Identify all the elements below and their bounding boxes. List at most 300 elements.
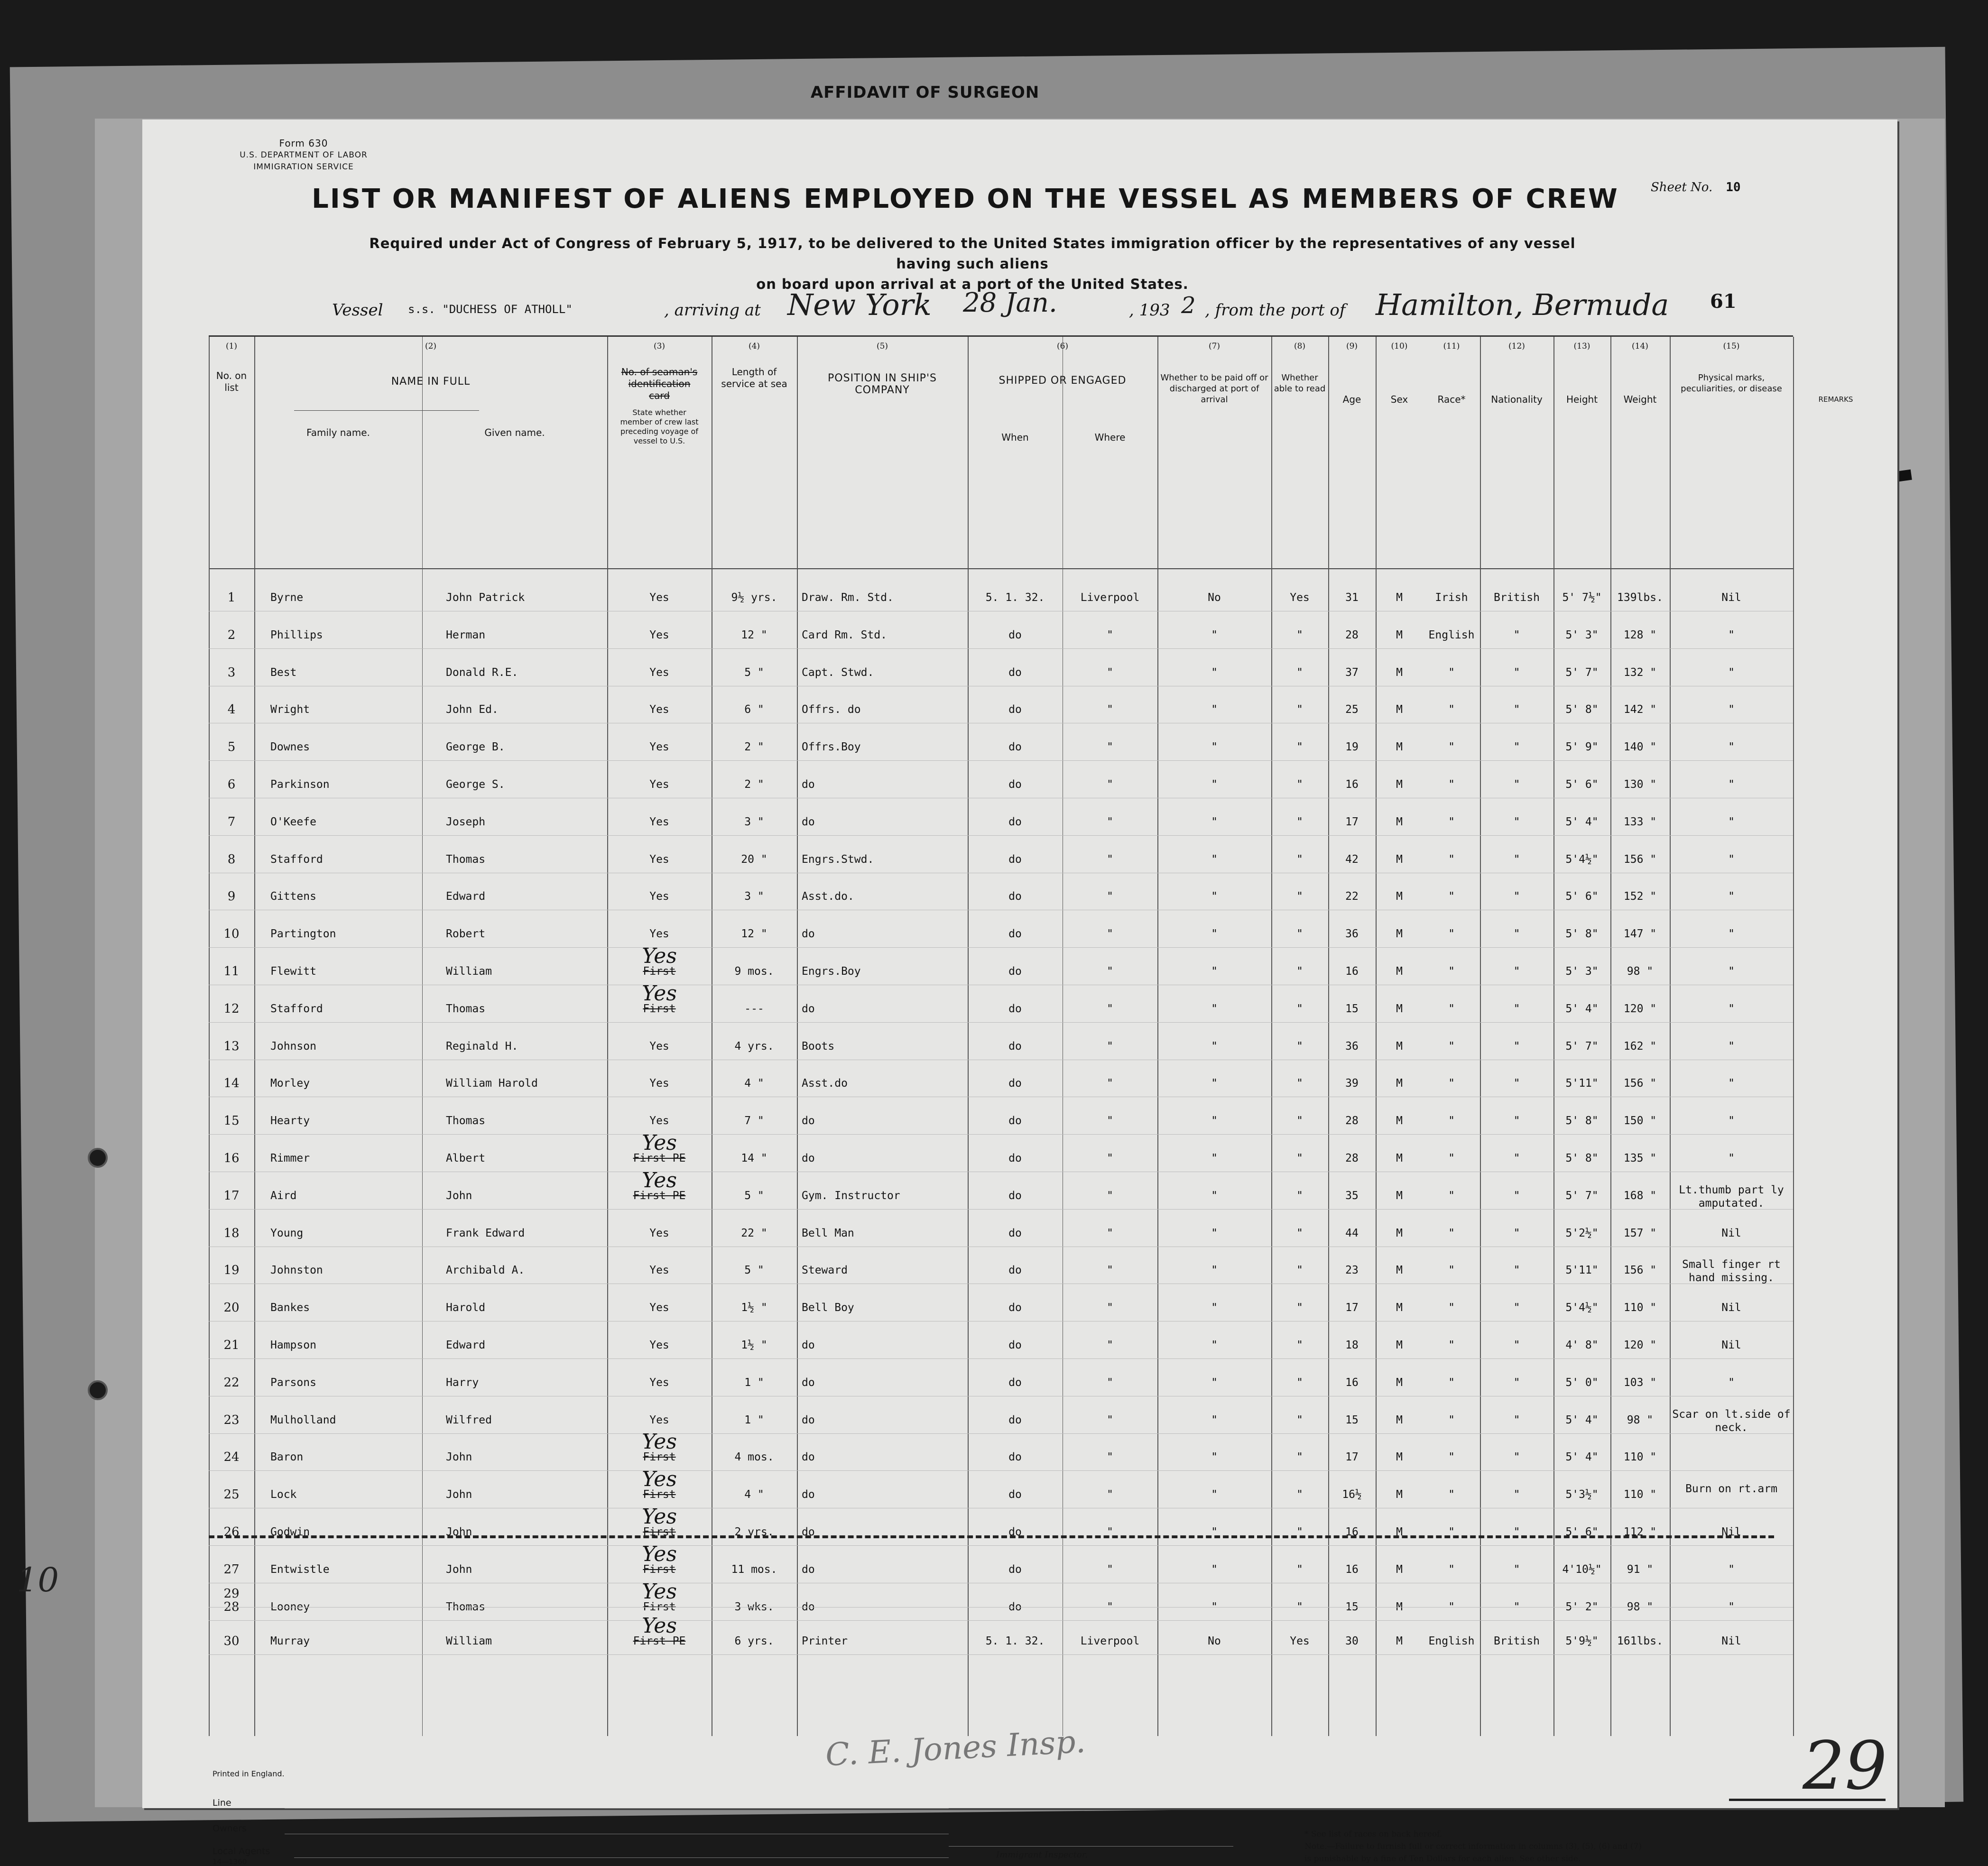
cell-family-name: Partington <box>270 928 336 941</box>
cell-height: 5' 0" <box>1565 1376 1599 1389</box>
cell-nationality: " <box>1513 1563 1520 1576</box>
cell-race: English <box>1428 628 1475 641</box>
cell-length-of-service: 3 wks. <box>734 1600 774 1613</box>
cell-last-voyage: Yes <box>649 1115 669 1127</box>
cell-row-number: 7 <box>227 814 236 829</box>
cell-nationality: " <box>1513 928 1520 941</box>
row-rule <box>209 1209 1793 1210</box>
col-number: (14) <box>1632 342 1648 351</box>
cell-ship-position: Draw. Rm. Std. <box>802 591 894 604</box>
cell-nationality: " <box>1513 1488 1520 1501</box>
cell-paid-off: " <box>1211 815 1218 828</box>
cell-given-name: John <box>446 1189 472 1202</box>
cell-last-voyage: Yes <box>649 741 669 754</box>
cell-ship-position: Offrs. do <box>802 703 861 716</box>
end-of-list-rule <box>209 1535 1774 1538</box>
cell-ship-position: Engrs.Boy <box>802 965 861 978</box>
cell-shipped-where: " <box>1107 1526 1113 1538</box>
table-row <box>209 1074 1793 1093</box>
cell-ship-position: Boots <box>802 1040 835 1053</box>
cell-physical-marks: Nil <box>1721 1635 1741 1647</box>
cell-paid-off: " <box>1211 1488 1218 1501</box>
cell-row-number: 27 <box>223 1562 240 1577</box>
cell-length-of-service: 7 " <box>744 1115 764 1127</box>
table-row <box>209 1430 1793 1467</box>
cell-race: " <box>1448 1413 1455 1426</box>
cell-shipped-when: do <box>1008 703 1022 716</box>
cell-row-number: 18 <box>223 1226 240 1240</box>
cell-able-to-read: " <box>1296 778 1303 791</box>
cell-age: 18 <box>1345 1339 1359 1351</box>
cell-weight: 168 " <box>1623 1189 1657 1202</box>
cell-race: " <box>1448 1152 1455 1164</box>
col-number: (12) <box>1508 342 1525 351</box>
cell-last-voyage: Yes <box>649 703 669 716</box>
col-number: (8) <box>1294 342 1306 351</box>
printed-note: Printed in England. <box>213 1769 285 1778</box>
cell-nationality: " <box>1513 1002 1520 1015</box>
cell-shipped-when: do <box>1008 1040 1022 1053</box>
cell-length-of-service: 9 mos. <box>734 965 774 978</box>
cell-height: 5' 4" <box>1565 1002 1599 1015</box>
cell-shipped-when: do <box>1008 1264 1022 1277</box>
cell-sex: M <box>1396 703 1403 716</box>
cell-length-of-service: 11 mos. <box>731 1563 777 1576</box>
col-rule <box>1793 337 1794 1736</box>
cell-race: " <box>1448 1526 1455 1538</box>
cell-age: 19 <box>1345 741 1359 754</box>
cell-age: 37 <box>1345 666 1359 679</box>
cell-shipped-where: " <box>1107 628 1113 641</box>
cell-age: 15 <box>1345 1600 1359 1613</box>
vessel-label: Vessel <box>332 301 383 320</box>
cell-given-name: George S. <box>446 778 505 791</box>
cell-weight: 132 " <box>1623 666 1657 679</box>
cell-sex: M <box>1396 1152 1403 1164</box>
header-able-to-read: Whether able to read <box>1274 373 1326 394</box>
inspector-signature: C. E. Jones Insp. <box>824 1723 1087 1774</box>
cell-weight: 110 " <box>1623 1488 1657 1501</box>
table-row <box>209 1505 1793 1542</box>
cell-family-name: Best <box>270 666 297 679</box>
cell-family-name: Johnston <box>270 1264 323 1277</box>
footer-agents-rule <box>294 1857 949 1858</box>
arrival-date: 28 Jan. <box>963 287 1057 318</box>
cell-height: 5'2½" <box>1565 1227 1599 1239</box>
header-sex: Sex <box>1390 394 1408 405</box>
cell-shipped-when: do <box>1008 1563 1022 1576</box>
cell-weight: 110 " <box>1623 1302 1657 1314</box>
cell-shipped-where: " <box>1107 815 1113 828</box>
cell-length-of-service: 1½ " <box>741 1339 767 1351</box>
cell-race: " <box>1448 890 1455 903</box>
cell-paid-off: " <box>1211 1376 1218 1389</box>
table-row <box>209 1224 1793 1243</box>
cell-given-name: Robert <box>446 928 486 941</box>
cell-shipped-when: do <box>1008 1189 1022 1202</box>
cell-last-voyage-handwritten: Yes <box>642 1467 677 1492</box>
cell-sex: M <box>1396 1189 1403 1202</box>
cell-age: 22 <box>1345 890 1359 903</box>
cell-paid-off: " <box>1211 1413 1218 1426</box>
cell-paid-off: " <box>1211 1563 1218 1576</box>
note-failure: Note.—Failure to furnish full or correct information in columns (3), (5), (6) and (7) <box>1304 1842 1642 1851</box>
cell-paid-off: " <box>1211 965 1218 978</box>
cell-length-of-service: 4 mos. <box>734 1451 774 1464</box>
cell-shipped-when: do <box>1008 1002 1022 1015</box>
cell-last-voyage: Yes <box>649 1376 669 1389</box>
cell-last-voyage: Yes <box>649 1264 669 1277</box>
cell-paid-off: " <box>1211 666 1218 679</box>
cell-last-voyage: First <box>643 965 676 978</box>
cell-last-voyage: Yes <box>649 1077 669 1090</box>
cell-nationality: " <box>1513 703 1520 716</box>
cell-family-name: Hearty <box>270 1115 310 1127</box>
cell-row-number: 25 <box>223 1487 240 1502</box>
cell-weight: 156 " <box>1623 1077 1657 1090</box>
cell-age: 16 <box>1345 1526 1359 1538</box>
cell-paid-off: " <box>1211 741 1218 754</box>
sheet-number <box>1651 180 1741 194</box>
cell-able-to-read: " <box>1296 1040 1303 1053</box>
cell-ship-position: do <box>802 1526 815 1538</box>
cell-given-name: Wilfred <box>446 1413 492 1426</box>
cell-sex: M <box>1396 1413 1403 1426</box>
row-rule <box>209 1134 1793 1135</box>
cell-nationality: " <box>1513 741 1520 754</box>
cell-ship-position: do <box>802 1339 815 1351</box>
cell-shipped-where: " <box>1107 1077 1113 1090</box>
cell-given-name: John Patrick <box>446 591 525 604</box>
col-number: (2) <box>425 342 437 351</box>
cell-sex: M <box>1396 1339 1403 1351</box>
cell-paid-off: No <box>1208 1635 1221 1647</box>
cell-nationality: " <box>1513 1040 1520 1053</box>
cell-last-voyage: Yes <box>649 1302 669 1314</box>
note-races: * See list of races on back hereof. <box>1304 1829 1442 1839</box>
cell-height: 4'10½" <box>1562 1563 1602 1576</box>
cell-shipped-where: " <box>1107 703 1113 716</box>
cell-able-to-read: " <box>1296 1227 1303 1239</box>
cell-physical-marks: " <box>1728 815 1735 828</box>
cell-length-of-service: 3 " <box>744 890 764 903</box>
cell-height: 5'4½" <box>1565 1302 1599 1314</box>
cell-family-name: Gittens <box>270 890 316 903</box>
cell-able-to-read: " <box>1296 928 1303 941</box>
cell-paid-off: " <box>1211 890 1218 903</box>
table-row <box>209 588 1793 607</box>
cell-shipped-where: " <box>1107 928 1113 941</box>
cell-age: 16 <box>1345 778 1359 791</box>
cell-paid-off: " <box>1211 1526 1218 1538</box>
cell-last-voyage: Yes <box>649 778 669 791</box>
cell-height: 5'11" <box>1565 1264 1599 1277</box>
cell-nationality: " <box>1513 628 1520 641</box>
cell-able-to-read: " <box>1296 1189 1303 1202</box>
note-fine: is punishable by a fine of Ten Dollars for each alien. See other side. <box>1304 1854 1581 1864</box>
cell-age: 31 <box>1345 591 1359 604</box>
cell-row-number: 28 <box>223 1599 240 1614</box>
cell-race: " <box>1448 928 1455 941</box>
cell-height: 5' 3" <box>1565 965 1599 978</box>
total-underline <box>1729 1799 1886 1801</box>
cell-last-voyage: Yes <box>649 628 669 641</box>
cell-sex: M <box>1396 1376 1403 1389</box>
cell-shipped-where: " <box>1107 890 1113 903</box>
cell-ship-position: Bell Boy <box>802 1302 854 1314</box>
year-suffix: 2 <box>1181 292 1196 319</box>
cell-race: " <box>1448 666 1455 679</box>
cell-shipped-when: do <box>1008 1077 1022 1090</box>
cell-shipped-when: do <box>1008 965 1022 978</box>
cell-family-name: Entwistle <box>270 1563 330 1576</box>
cell-age: 17 <box>1345 1451 1359 1464</box>
row-rule <box>209 1433 1793 1434</box>
row-rule <box>209 1470 1793 1471</box>
cell-length-of-service: 3 " <box>744 815 764 828</box>
cell-family-name: Aird <box>270 1189 297 1202</box>
cell-shipped-where: " <box>1107 853 1113 866</box>
cell-height: 4' 8" <box>1565 1339 1599 1351</box>
table-row <box>209 1037 1793 1056</box>
cell-given-name: John Ed. <box>446 703 499 716</box>
cell-ship-position: Asst.do. <box>802 890 854 903</box>
cell-physical-marks: " <box>1728 965 1735 978</box>
col-number: (4) <box>748 342 760 351</box>
cell-last-voyage: Yes <box>649 890 669 903</box>
cell-last-voyage-handwritten: Yes <box>642 1542 677 1566</box>
row-rule <box>209 1620 1793 1621</box>
cell-nationality: " <box>1513 1264 1520 1277</box>
cell-nationality: " <box>1513 1227 1520 1239</box>
cell-height: 5' 8" <box>1565 928 1599 941</box>
cell-shipped-where: " <box>1107 741 1113 754</box>
cell-sex: M <box>1396 1002 1403 1015</box>
cell-race: " <box>1448 1376 1455 1389</box>
cell-physical-marks: " <box>1728 1376 1735 1389</box>
cell-height: 5' 2" <box>1565 1600 1599 1613</box>
cell-sex: M <box>1396 1451 1403 1464</box>
row-rule <box>209 1358 1793 1359</box>
header-where: Where <box>1094 432 1126 443</box>
cell-race: " <box>1448 778 1455 791</box>
cell-length-of-service: 12 " <box>741 628 767 641</box>
cell-race: " <box>1448 1002 1455 1015</box>
binding-hole <box>88 1148 108 1168</box>
cell-shipped-where: " <box>1107 1600 1113 1613</box>
header-length-of-service: Length of service at sea <box>721 366 787 389</box>
cell-family-name: Flewitt <box>270 965 316 978</box>
cell-last-voyage-handwritten: Yes <box>642 1430 677 1454</box>
cell-shipped-when: do <box>1008 778 1022 791</box>
cell-height: 5' 3" <box>1565 628 1599 641</box>
cell-age: 17 <box>1345 815 1359 828</box>
cell-paid-off: " <box>1211 853 1218 866</box>
cell-shipped-where: " <box>1107 666 1113 679</box>
row-rule <box>209 1654 1793 1655</box>
cell-age: 16 <box>1345 1563 1359 1576</box>
cell-sex: M <box>1396 1488 1403 1501</box>
cell-length-of-service: 14 " <box>741 1152 767 1164</box>
cell-family-name: Morley <box>270 1077 310 1090</box>
cell-shipped-when: do <box>1008 928 1022 941</box>
header-given-name: Given name. <box>484 427 545 438</box>
cell-last-voyage: First <box>643 1563 676 1576</box>
cell-weight: 112 " <box>1623 1526 1657 1538</box>
cell-paid-off: " <box>1211 1600 1218 1613</box>
cell-last-voyage: First <box>643 1526 676 1538</box>
cell-paid-off: " <box>1211 1152 1218 1164</box>
cell-ship-position: do <box>802 1600 815 1613</box>
cell-sex: M <box>1396 815 1403 828</box>
col-number: (1) <box>225 342 238 351</box>
cell-sex: M <box>1396 591 1403 604</box>
cell-given-name: Albert <box>446 1152 486 1164</box>
cell-shipped-when: 5. 1. 32. <box>985 591 1045 604</box>
arriving-label: , arriving at <box>664 301 761 320</box>
cell-ship-position: do <box>802 778 815 791</box>
cell-length-of-service: 4 " <box>744 1077 764 1090</box>
page-title: LIST OR MANIFEST OF ALIENS EMPLOYED ON THE VESSEL AS MEMBERS OF CREW <box>312 184 1619 214</box>
cell-last-voyage: Yes <box>649 1227 669 1239</box>
cell-shipped-where: " <box>1107 1002 1113 1015</box>
cell-able-to-read: " <box>1296 1413 1303 1426</box>
cell-race: " <box>1448 1563 1455 1576</box>
cell-given-name: John <box>446 1526 472 1538</box>
cell-shipped-where: Liverpool <box>1080 1635 1140 1647</box>
cell-height: 5' 7" <box>1565 1189 1599 1202</box>
cell-weight: 150 " <box>1623 1115 1657 1127</box>
cell-sex: M <box>1396 1526 1403 1538</box>
row-rule <box>209 1022 1793 1023</box>
cell-given-name: Reginald H. <box>446 1040 518 1053</box>
cell-age: 28 <box>1345 628 1359 641</box>
cell-ship-position: Gym. Instructor <box>802 1189 900 1202</box>
cell-ship-position: do <box>802 815 815 828</box>
cell-race: " <box>1448 1600 1455 1613</box>
cell-paid-off: " <box>1211 1040 1218 1053</box>
cell-shipped-when: do <box>1008 1227 1022 1239</box>
header-position: POSITION IN SHIP'S COMPANY <box>828 372 937 396</box>
cell-physical-marks: Lt.thumb part ly amputated. <box>1679 1183 1784 1210</box>
crew-table <box>209 335 1853 1736</box>
cell-race: " <box>1448 1451 1455 1464</box>
table-row <box>209 1408 1793 1434</box>
cell-last-voyage: First PE <box>633 1152 686 1164</box>
table-row <box>209 1614 1793 1651</box>
cell-sex: M <box>1396 1077 1403 1090</box>
cell-shipped-when: do <box>1008 1413 1022 1426</box>
cell-ship-position: Asst.do <box>802 1077 848 1090</box>
cell-paid-off: " <box>1211 1189 1218 1202</box>
cell-race: " <box>1448 741 1455 754</box>
cell-age: 28 <box>1345 1115 1359 1127</box>
cell-last-voyage: First PE <box>633 1635 686 1647</box>
cell-last-voyage: Yes <box>649 1413 669 1426</box>
cell-nationality: " <box>1513 778 1520 791</box>
cell-able-to-read: " <box>1296 703 1303 716</box>
cell-nationality: " <box>1513 666 1520 679</box>
cell-family-name: Phillips <box>270 628 323 641</box>
cell-height: 5' 4" <box>1565 815 1599 828</box>
cell-nationality: British <box>1494 591 1540 604</box>
cell-family-name: Lock <box>270 1488 297 1501</box>
cell-last-voyage: Yes <box>649 1339 669 1351</box>
cell-length-of-service: 5 " <box>744 666 764 679</box>
cell-shipped-when: do <box>1008 1451 1022 1464</box>
table-row <box>209 1111 1793 1130</box>
cell-able-to-read: " <box>1296 1600 1303 1613</box>
cell-last-voyage: First <box>643 1451 676 1464</box>
cell-shipped-where: " <box>1107 1488 1113 1501</box>
cell-paid-off: " <box>1211 1451 1218 1464</box>
cell-height: 5' 7½" <box>1562 591 1602 604</box>
cell-height: 5' 8" <box>1565 1115 1599 1127</box>
cell-race: " <box>1448 1227 1455 1239</box>
cell-row-number: 8 <box>227 852 236 867</box>
cell-physical-marks: " <box>1728 628 1735 641</box>
cell-age: 15 <box>1345 1413 1359 1426</box>
cell-length-of-service: 20 " <box>741 853 767 866</box>
cell-able-to-read: " <box>1296 741 1303 754</box>
cell-physical-marks: " <box>1728 1563 1735 1576</box>
cell-paid-off: " <box>1211 1115 1218 1127</box>
cell-last-voyage: Yes <box>649 591 669 604</box>
cell-given-name: Thomas <box>446 1002 486 1015</box>
cell-family-name: Parsons <box>270 1376 316 1389</box>
service-name: IMMIGRATION SERVICE <box>253 162 354 172</box>
cell-paid-off: " <box>1211 703 1218 716</box>
cell-length-of-service: 12 " <box>741 928 767 941</box>
cell-given-name: William Harold <box>446 1077 538 1090</box>
cell-weight: 91 " <box>1627 1563 1654 1576</box>
header-height: Height <box>1566 394 1598 405</box>
cell-ship-position: do <box>802 1413 815 1426</box>
form-number: Form 630 <box>279 138 328 149</box>
cell-shipped-where: " <box>1107 1227 1113 1239</box>
table-row <box>209 1542 1793 1579</box>
cell-nationality: " <box>1513 1339 1520 1351</box>
col-number: (3) <box>653 342 666 351</box>
cell-physical-marks: " <box>1728 666 1735 679</box>
cell-physical-marks: Nil <box>1721 1339 1741 1351</box>
cell-shipped-where: " <box>1107 1115 1113 1127</box>
cell-sex: M <box>1396 853 1403 866</box>
cell-able-to-read: " <box>1296 1077 1303 1090</box>
cell-paid-off: " <box>1211 928 1218 941</box>
cell-given-name: William <box>446 1635 492 1647</box>
cell-length-of-service: 1½ " <box>741 1302 767 1314</box>
cell-physical-marks: " <box>1728 778 1735 791</box>
cell-race: " <box>1448 1302 1455 1314</box>
cell-family-name: Wright <box>270 703 310 716</box>
cell-able-to-read: " <box>1296 666 1303 679</box>
cell-weight: 110 " <box>1623 1451 1657 1464</box>
cell-weight: 156 " <box>1623 853 1657 866</box>
cell-race: " <box>1448 853 1455 866</box>
cell-family-name: Mulholland <box>270 1413 336 1426</box>
cell-given-name: Thomas <box>446 853 486 866</box>
cell-row-number: 9 <box>227 889 236 904</box>
cell-weight: 147 " <box>1623 928 1657 941</box>
header-nationality: Nationality <box>1491 394 1543 405</box>
cell-physical-marks: Small finger rt hand missing. <box>1682 1258 1781 1284</box>
cell-last-voyage: Yes <box>649 1040 669 1053</box>
cell-race: English <box>1428 1635 1475 1647</box>
cell-shipped-when: do <box>1008 1526 1022 1538</box>
header-physical-marks: Physical marks, peculiarities, or disease <box>1681 373 1782 394</box>
footer-line-rule <box>285 1808 949 1809</box>
